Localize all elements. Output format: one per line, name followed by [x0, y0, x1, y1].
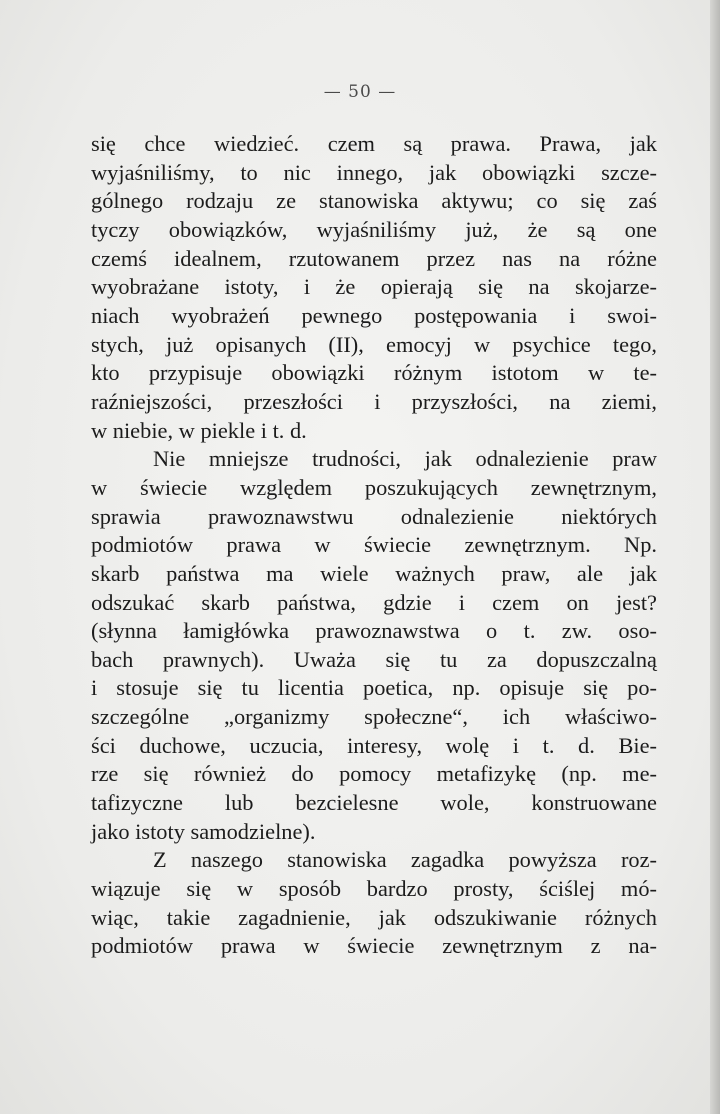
- paragraph-2: [91, 445, 657, 846]
- text-line: i stosuje się tu licentia poetica, np. opisuje się po-: [91, 675, 657, 701]
- text-line: skarb państwa ma wiele ważnych praw, ale jak: [91, 560, 657, 586]
- text-line: bach prawnych). Uważa się tu za dopuszczalną: [91, 646, 657, 672]
- text-line: wiązuje się w sposób bardzo prosty, ściślej mó-: [91, 876, 657, 902]
- text-line: ści duchowe, uczucia, interesy, wolę i t. d. Bie-: [91, 732, 657, 758]
- text-line: wyobrażane istoty, i że opierają się na skojarze-: [91, 274, 657, 300]
- text-line: podmiotów prawa w świecie zewnętrznym z na-: [91, 933, 657, 959]
- page-number: — 50 —: [323, 82, 397, 102]
- text-line: podmiotów prawa w świecie zewnętrznym. Np.: [91, 532, 657, 558]
- text-line: odszukać skarb państwa, gdzie i czem on jest?: [91, 589, 657, 615]
- text-line: wiąc, takie zagadnienie, jak odszukiwanie różnych: [91, 904, 657, 930]
- text-line: wyjaśniliśmy, to nic innego, jak obowiązki szcze-: [91, 159, 657, 185]
- text-line: Z naszego stanowiska zagadka powyższa roz-: [153, 847, 657, 873]
- text-line: sprawia prawoznawstwu odnalezienie niektórych: [91, 503, 657, 529]
- text-line: tafizyczne lub bezcielesne wole, konstruowane: [91, 790, 657, 816]
- text-line: Nie mniejsze trudności, jak odnalezienie praw: [153, 446, 657, 472]
- paragraph-3: [91, 846, 657, 961]
- paragraph-1: [91, 130, 657, 445]
- text-line: stych, już opisanych (II), emocyj w psychice tego,: [91, 331, 657, 357]
- text-line: czemś idealnem, rzutowanem przez nas na różne: [91, 245, 657, 271]
- text-line: się chce wiedzieć. czem są prawa. Prawa, jak: [91, 131, 657, 156]
- text-line: (słynna łamigłówka prawoznawstwa o t. zw. oso-: [91, 618, 657, 644]
- text-line: kto przypisuje obowiązki różnym istotom w te-: [91, 360, 657, 386]
- text-line: tyczy obowiązków, wyjaśniliśmy już, że są one: [91, 216, 657, 242]
- text-line: w niebie, w piekle i t. d.: [91, 417, 307, 443]
- text-line: szczególne „organizmy społeczne“, ich właściwo-: [91, 704, 657, 730]
- body-text: [91, 130, 657, 961]
- text-line: w świecie względem poszukujących zewnętrznym,: [91, 474, 657, 500]
- text-line: niach wyobrażeń pewnego postępowania i swoi-: [91, 302, 657, 328]
- text-line: raźniejszości, przeszłości i przyszłości, na ziemi,: [91, 388, 657, 414]
- text-line: jako istoty samodzielne).: [91, 818, 316, 844]
- text-line: rze się również do pomocy metafizykę (np. me-: [91, 761, 657, 787]
- text-line: gólnego rodzaju ze stanowiska aktywu; co się zaś: [91, 188, 657, 214]
- page-edge: [710, 0, 720, 1114]
